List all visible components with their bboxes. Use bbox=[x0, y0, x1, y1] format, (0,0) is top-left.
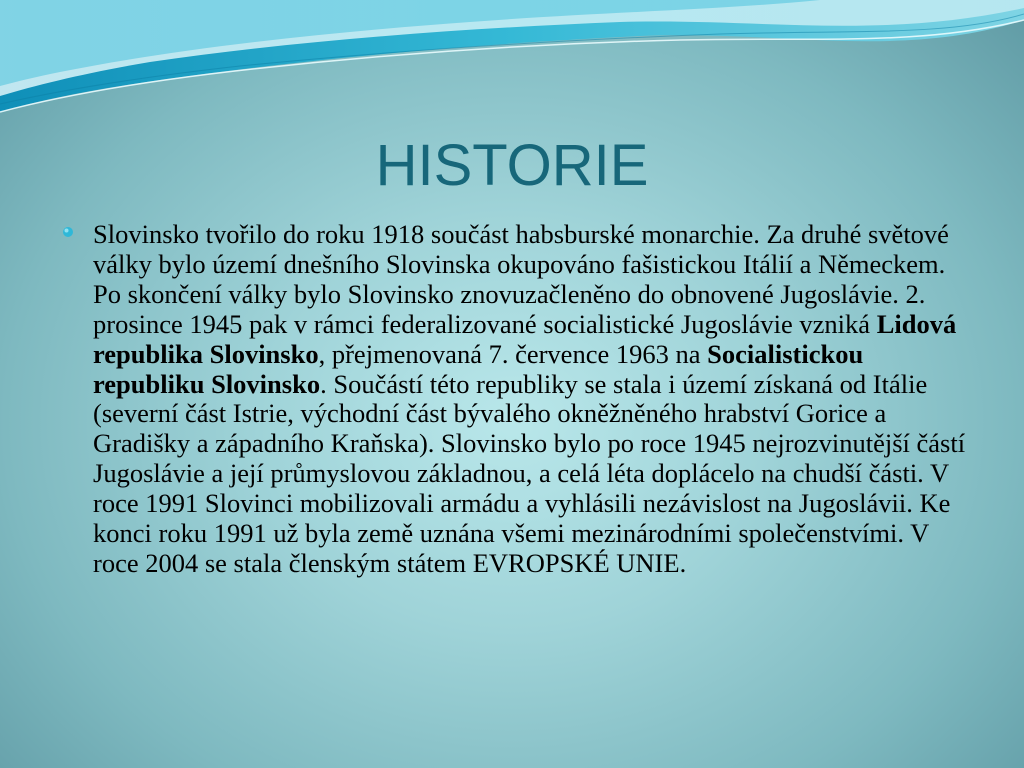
slide-title: HISTORIE bbox=[375, 133, 649, 198]
header-wave-decoration bbox=[0, 0, 1024, 130]
paragraph-text-2: , přejmenovaná 7. července 1963 na bbox=[318, 338, 708, 369]
paragraph-text-1: Slovinsko tvořilo do roku 1918 součást habsburské monarchie. Za druhé světové války bylo území dnešního Slovinska okupováno fašistickou Itálií a Německem. Po skončení války bylo Slovinsko znovuzačleněno do obnovené Jugoslávie. 2. prosince 1945 pak v rámci federalizované socialistické Jugoslávie vzniká bbox=[93, 219, 949, 339]
history-paragraph bbox=[93, 220, 973, 579]
paragraph-bold-1: Lidová republika Slovinsko bbox=[93, 308, 957, 369]
paragraph-text-3: . Součástí této republiky se stala i území získaná od Itálie (severní část Istrie, východní část bývalého okněžněného hrabství Gorice a Gradišky a západního Kraňska). Slovinsko bylo po roce 1945 nejrozvinutější částí Jugoslávie a její průmyslovou základnou, a celá léta doplácelo na chudší části. V roce 1991 Slovinci mobilizovali armádu a vyhlásili nezávislost na Jugoslávii. Ke konci roku 1991 už byla země uznána všemi mezinárodními společenstvími. V roce 2004 se stala členským státem EVROPSKÉ UNIE. bbox=[93, 368, 966, 578]
paragraph-bold-2: Socialistickou republiku Slovinsko bbox=[93, 338, 864, 399]
bullet-icon bbox=[62, 226, 74, 238]
